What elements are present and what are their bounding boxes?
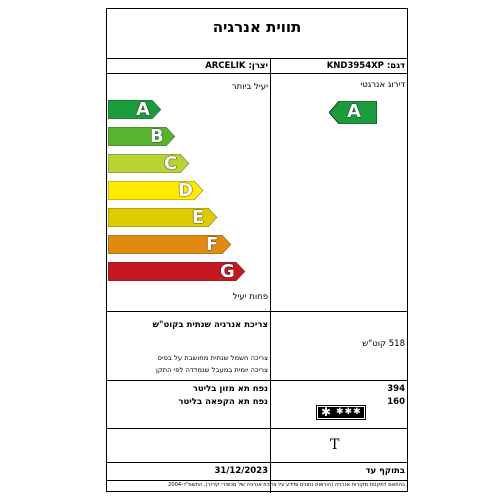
divider <box>106 73 408 74</box>
valid-until-label: בתוקף עד <box>365 466 405 476</box>
column-divider <box>270 58 271 311</box>
rating-value: A <box>347 101 361 122</box>
divider <box>106 480 408 481</box>
energy-class-letter: D <box>178 180 193 201</box>
valid-until-value: 31/12/2023 <box>214 466 268 476</box>
fresh-volume-label: נפח תא מזון בליטר <box>192 384 268 394</box>
consumption-note-2: צריכה יומית במעבל שנמדדה לפי התקן <box>155 366 268 374</box>
energy-class-letter: B <box>150 126 164 147</box>
fresh-volume-value: 394 <box>387 384 405 394</box>
divider <box>106 58 408 59</box>
snowflake-icon: ✱ <box>321 405 332 419</box>
model-value: KND3954XP <box>326 61 384 71</box>
energy-class-letter: F <box>206 234 219 255</box>
divider <box>106 462 408 463</box>
consumption-label: צריכת אנרגיה שנתית בקוט"ש <box>152 320 268 330</box>
manufacturer-value: ARCELIK <box>205 61 246 71</box>
divider <box>106 311 408 312</box>
energy-class-bar-a <box>108 100 162 119</box>
consumption-note-1: צריכה חשמל שנתית מחושבת על בסיס <box>157 354 268 362</box>
freezer-star-rating <box>316 405 366 420</box>
scale-bottom-label: פחות יעיל <box>232 292 268 302</box>
manufacturer-label: יצרן: <box>248 61 268 71</box>
freezer-star-bg <box>318 407 364 418</box>
stars-icon: ✱✱✱ <box>336 407 362 417</box>
energy-class-letter: A <box>136 99 150 120</box>
climate-class: T <box>330 437 340 453</box>
freezer-volume-label: נפח תא הקפאה בליטר <box>178 397 268 407</box>
energy-class-bar-d <box>108 181 204 200</box>
footer-note: בהתאם לתקנות מקורות אנרגיה (הוראות נתונים ומידע על צריכת אנרגיה של מכשירי קירור), התשמ"ד-2004 <box>168 482 405 488</box>
energy-class-letter: C <box>164 153 178 174</box>
freezer-volume-value: 160 <box>387 397 405 407</box>
label-title: תווית אנרגיה <box>212 18 302 36</box>
manufacturer-row <box>205 61 268 71</box>
rating-label: דירוג אנרגטי <box>360 80 405 90</box>
energy-class-bar-g <box>108 262 246 281</box>
model-label: דגם: <box>386 61 405 71</box>
energy-class-bar-c <box>108 154 190 173</box>
column-divider <box>270 311 271 493</box>
energy-class-bar-e <box>108 208 218 227</box>
divider <box>106 428 408 429</box>
energy-class-bar-f <box>108 235 232 254</box>
consumption-value: 518 קוט"ש <box>362 339 405 349</box>
energy-class-letter: E <box>192 207 205 228</box>
divider <box>106 380 408 381</box>
energy-class-bar-b <box>108 127 176 146</box>
energy-class-letter: G <box>220 261 235 282</box>
scale-top-label: יעיל ביותר <box>231 82 268 92</box>
model-row <box>327 61 405 71</box>
